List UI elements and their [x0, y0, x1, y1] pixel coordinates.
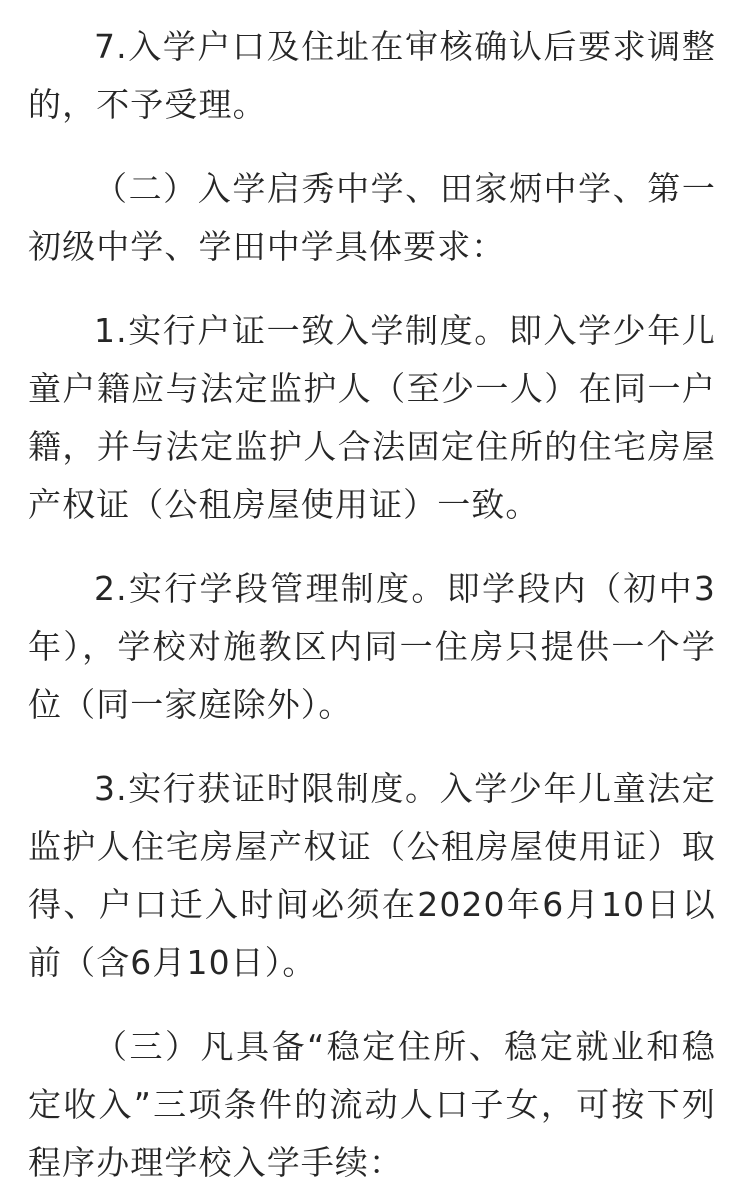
paragraph-item-1: 1.实行户证一致入学制度。即入学少年儿童户籍应与法定监护人（至少一人）在同一户籍，并与法定监护人合法固定住所的住宅房屋产权证（公租房屋使用证）一致。: [28, 311, 716, 524]
paragraph-item-3: 3.实行获证时限制度。入学少年儿童法定监护人住宅房屋产权证（公租房屋使用证）取得、户口迁入时间必须在2020年6月10日以前（含6月10日）。: [28, 769, 716, 982]
paragraph-section-2-heading: （二）入学启秀中学、田家炳中学、第一初级中学、学田中学具体要求：: [28, 169, 716, 266]
paragraph-item-7: 7.入学户口及住址在审核确认后要求调整的，不予受理。: [28, 27, 716, 124]
paragraph-item-2: 2.实行学段管理制度。即学段内（初中3年），学校对施教区内同一住房只提供一个学位（同一家庭除外）。: [28, 569, 716, 724]
paragraph-section-3-heading: （三）凡具备“稳定住所、稳定就业和稳定收入”三项条件的流动人口子女，可按下列程序办理学校入学手续：: [28, 1027, 716, 1182]
